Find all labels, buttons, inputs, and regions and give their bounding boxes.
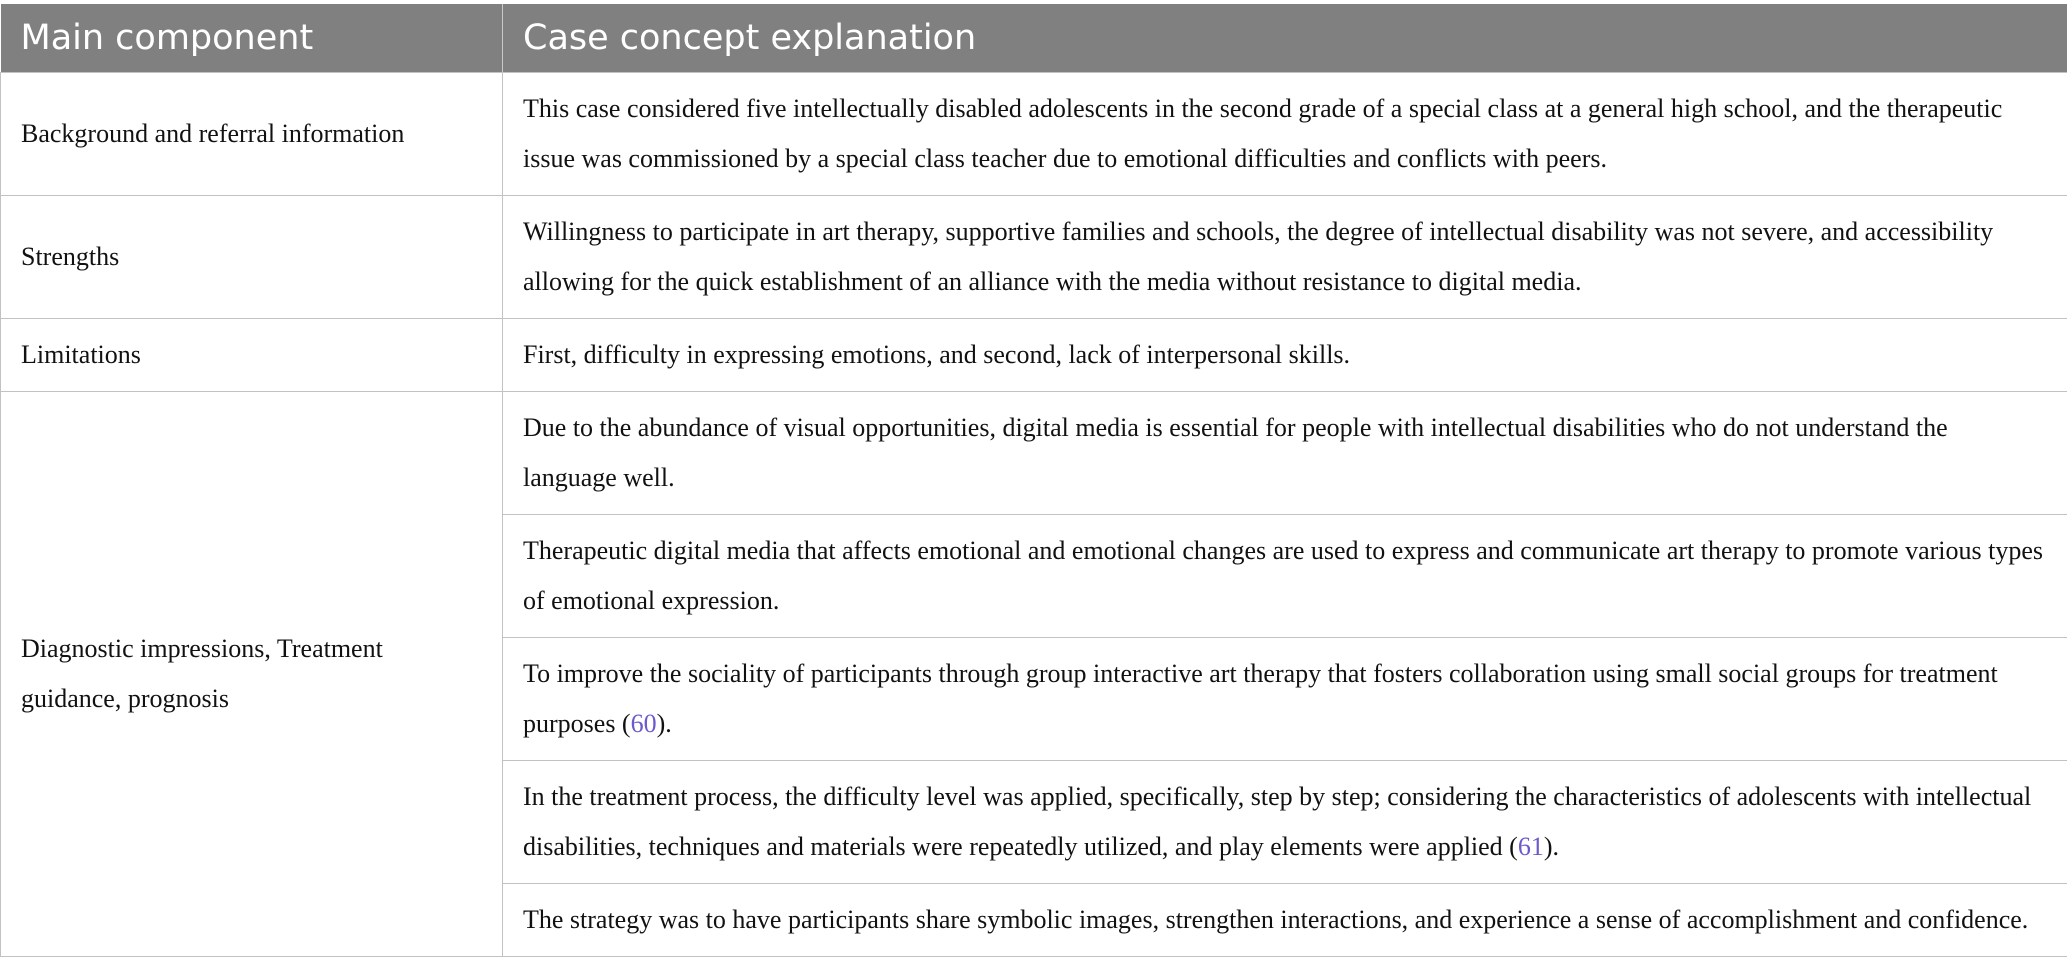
row-text: This case considered five intellectually disabled adolescents in the second grade of a special class at a general high school, and the therapeutic issue was commissioned by a special class teacher due to emotional difficulties and conflicts with peers. <box>503 73 2067 196</box>
row-text-with-ref <box>503 638 2067 761</box>
row-label: Strengths <box>1 196 503 319</box>
header-case-concept: Case concept explanation <box>503 4 2067 73</box>
row-text: In the treatment process, the difficulty level was applied, specifically, step by step; considering the characteristics of adolescents with intellectual disabilities, techniques and materials were repeatedly utilized, and play elements were applied ( <box>523 782 2031 861</box>
row-text-after: ). <box>657 709 672 738</box>
row-text-with-ref <box>503 761 2067 884</box>
row-text: Therapeutic digital media that affects emotional and emotional changes are used to express and communicate art therapy to promote various types of emotional expression. <box>503 515 2067 638</box>
table-row-background <box>1 73 2067 196</box>
row-text: Willingness to participate in art therapy, supportive families and schools, the degree of intellectual disability was not severe, and accessibility allowing for the quick establishment of an alliance with the media without resistance to digital media. <box>503 196 2067 319</box>
table-row-strengths <box>1 196 2067 319</box>
row-text-after: ). <box>1544 832 1559 861</box>
row-text: First, difficulty in expressing emotions, and second, lack of interpersonal skills. <box>503 319 2067 392</box>
row-label: Limitations <box>1 319 503 392</box>
header-main-component: Main component <box>1 4 503 73</box>
row-text: Due to the abundance of visual opportunities, digital media is essential for people with intellectual disabilities who do not understand the language well. <box>503 392 2067 515</box>
row-label: Background and referral information <box>1 73 503 196</box>
table-row-diagnostic <box>1 392 2067 515</box>
case-concept-table <box>0 4 2067 957</box>
table-row-limitations <box>1 319 2067 392</box>
row-text: To improve the sociality of participants through group interactive art therapy that fosters collaboration using small social groups for treatment purposes ( <box>523 659 1998 738</box>
table-header-row <box>1 4 2067 73</box>
row-label: Diagnostic impressions, Treatment guidance, prognosis <box>1 392 503 957</box>
citation-link[interactable]: 61 <box>1518 832 1544 861</box>
row-text: The strategy was to have participants share symbolic images, strengthen interactions, and experience a sense of accomplishment and confidence. <box>503 884 2067 957</box>
citation-link[interactable]: 60 <box>631 709 657 738</box>
